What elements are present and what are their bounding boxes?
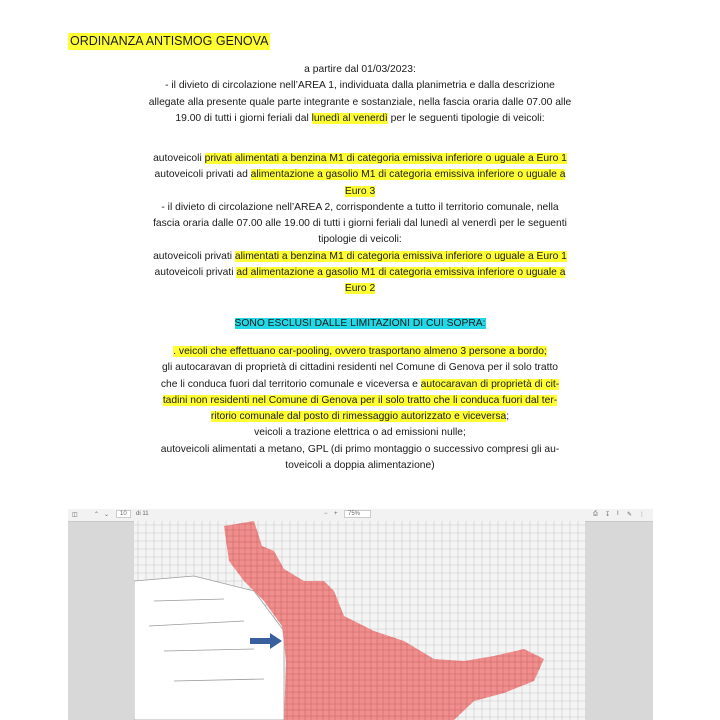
zoom-select[interactable]: 75% bbox=[344, 510, 371, 518]
genova-map bbox=[134, 521, 585, 720]
area2-euro2-line: Euro 2 bbox=[344, 283, 376, 295]
area1-line-3: 19.00 di tutti i giorni feriali dal lunedì al venerdì per le seguenti tipologie di veicoli: bbox=[175, 112, 545, 124]
area2-diesel-line: autoveicoli privati ad alimentazione a gasolio M1 di categoria emissiva inferiore o uguale a bbox=[154, 267, 566, 279]
print-icon[interactable]: ⎙ bbox=[593, 511, 598, 517]
prev-page-icon[interactable]: ⌃ bbox=[94, 512, 100, 518]
autocaravan-line-4: ritorio comunale dal posto di rimessaggio autorizzato e viceversa; bbox=[210, 411, 510, 423]
area1-diesel-line: autoveicoli privati ad alimentazione a gasolio M1 di categoria emissiva inferiore o uguale a bbox=[154, 169, 566, 181]
zoom-out-button[interactable]: − bbox=[324, 511, 328, 517]
methane-line-2: toveicoli a doppia alimentazione) bbox=[285, 460, 435, 472]
draw-icon[interactable]: ✎ bbox=[627, 512, 633, 518]
area2-line-3: tipologie di veicoli: bbox=[318, 234, 402, 246]
area2-line-2: fascia oraria dalle 07.00 alle 19.00 di tutti i giorni feriali dal lunedì al venerdì per le seguenti bbox=[153, 218, 567, 230]
area2-petrol-line: autoveicoli privati alimentati a benzina M1 di categoria emissiva inferiore o uguale a Euro 1 bbox=[153, 250, 567, 262]
autocaravan-line-2: che li conduca fuori dal territorio comunale e viceversa e autocaravan di proprietà di cit- bbox=[160, 378, 560, 390]
vehicle-categories-section bbox=[140, 151, 580, 298]
next-page-icon[interactable]: ⌄ bbox=[104, 512, 110, 518]
carpooling-line: . veicoli che effettuano car-pooling, ovvero trasportano almeno 3 persone a bordo; bbox=[173, 346, 547, 357]
exclusions-heading: SONO ESCLUSI DALLE LIMITAZIONI DI CUI SOPRA: bbox=[234, 318, 486, 329]
document-title: ORDINANZA ANTISMOG GENOVA bbox=[70, 34, 269, 48]
zoom-in-button[interactable]: + bbox=[334, 511, 338, 517]
area1-line-1: - il divieto di circolazione nell’AREA 1, individuata dalla planimetria e dalla descrizione bbox=[165, 80, 555, 92]
autocaravan-line-1: gli autocaravan di proprietà di cittadini residenti nel Comune di Genova per il solo tratto bbox=[161, 362, 559, 374]
exclusions-heading-block bbox=[140, 316, 580, 332]
area1-line-2: allegate alla presente quale parte integrante e sostanziale, nella fascia oraria dalle 07.00 alle bbox=[148, 96, 572, 108]
area1-euro3-line: Euro 3 bbox=[344, 185, 376, 197]
map-viewer bbox=[68, 509, 653, 720]
area2-line-1: - il divieto di circolazione nell’AREA 2, corrispondente a tutto il territorio comunale, nella bbox=[161, 201, 559, 213]
methane-line-1: autoveicoli alimentati a metano, GPL (di primo montaggio o successivo compresi gli au- bbox=[160, 443, 560, 455]
exclusions-section bbox=[140, 344, 580, 474]
area1-petrol-line: autoveicoli privati alimentati a benzina M1 di categoria emissiva inferiore o uguale a Euro 1 bbox=[153, 153, 567, 164]
more-icon[interactable]: ⋮ bbox=[639, 512, 645, 518]
map-page bbox=[134, 521, 585, 720]
highlight-weekdays: lunedì al venerdì bbox=[311, 112, 388, 124]
download-icon[interactable]: ↧ bbox=[605, 512, 611, 518]
sidebar-toggle-icon[interactable]: ◫ bbox=[72, 512, 78, 518]
page-number-input[interactable]: 10 bbox=[116, 510, 131, 518]
electric-line: veicoli a trazione elettrica o ad emissioni nulle; bbox=[254, 427, 466, 439]
area1-section bbox=[140, 62, 580, 127]
start-date-line: a partire dal 01/03/2023: bbox=[304, 64, 416, 75]
autocaravan-line-3: tadini non residenti nel Comune di Genova per il solo tratto che li conduca fuori dal ter- bbox=[162, 394, 558, 406]
page-count: di 11 bbox=[136, 511, 149, 517]
text-cursor-icon[interactable]: I bbox=[617, 511, 619, 517]
